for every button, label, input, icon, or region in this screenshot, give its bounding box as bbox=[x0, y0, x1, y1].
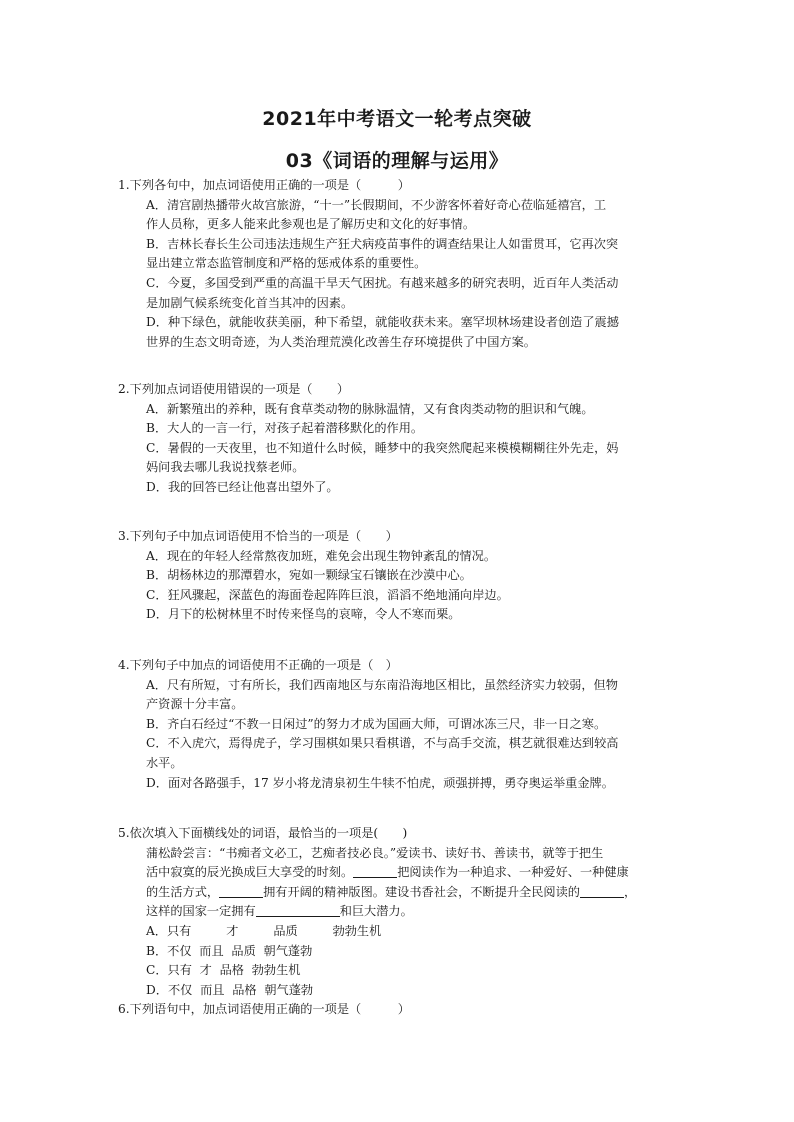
question-stem: 3.下列句子中加点词语使用不恰当的一项是（ ） bbox=[118, 529, 398, 543]
option-c: C．不入虎穴，焉得虎子，学习围棋如果只看棋谱，不与高手交流，棋艺就很难达到较高 水平。 bbox=[146, 736, 619, 770]
option-c: C．狂风骤起，深蓝色的海面卷起阵阵巨浪，滔滔不绝地涌向岸边。 bbox=[146, 587, 509, 602]
question-passage: 蒲松龄尝言：“书痴者文必工，艺痴者技必良。”爱读书、读好书、善读书，就等于把生 活中寂寞的辰光换成巨大享受的时刻。 把阅读作为一种追求、一种爱好、一种健康 的生活方式， 拥有开阔的精神版图。建设书香社会，不断提升全民阅读的 ， 这样的国家一定拥有 和巨大潜力。 bbox=[146, 845, 637, 919]
document-title: 2021年中考语文一轮考点突破 bbox=[262, 108, 532, 130]
question-1 bbox=[118, 176, 698, 352]
option-c: C．暑假的一天夜里，也不知道什么时候，睡梦中的我突然爬起来模模糊糊往外先走，妈 妈问我去哪儿我说找蔡老师。 bbox=[146, 440, 619, 475]
question-4 bbox=[118, 656, 698, 793]
fill-blank-2 bbox=[219, 883, 263, 898]
fill-blank-3 bbox=[580, 883, 624, 898]
option-d: D．种下绿色，就能收获美丽，种下希望，就能收获未来。塞罕坝林场建设者创造了震撼 世界的生态文明奇迹，为人类治理荒漠化改善生存环境提供了中国方案。 bbox=[146, 315, 619, 349]
option-d: D．月下的松树林里不时传来怪鸟的哀啼，令人不寒而栗。 bbox=[146, 607, 461, 622]
option-a: A．新繁殖出的养种，既有食草类动物的脉脉温情，又有食肉类动物的胆识和气魄。 bbox=[146, 401, 594, 416]
option-d: D．我的回答已经让他喜出望外了。 bbox=[146, 479, 339, 494]
option-c: C．只有 才 品格 勃勃生机 bbox=[146, 963, 301, 978]
question-stem: 4.下列句子中加点的词语使用不正确的一项是（ ） bbox=[118, 658, 398, 672]
option-b: B．胡杨林边的那潭碧水，宛如一颗绿宝石镶嵌在沙漠中心。 bbox=[146, 568, 472, 583]
option-d: D．面对各路强手，17 岁小将龙清泉初生牛犊不怕虎，顽强拼搏，勇夺奥运举重金牌。 bbox=[146, 775, 614, 790]
option-d: D．不仅 而且 品格 朝气蓬勃 bbox=[146, 982, 314, 997]
question-3 bbox=[118, 527, 698, 625]
option-b: B．不仅 而且 品质 朝气蓬勃 bbox=[146, 943, 313, 958]
option-c: C．今夏，多国受到严重的高温干旱天气困扰。有越来越多的研究表明，近百年人类活动 是加剧气候系统变化首当其冲的因素。 bbox=[146, 275, 619, 310]
option-b: B．齐白石经过“不教一日闲过”的努力才成为国画大师，可谓冰冻三尺，非一日之寒。 bbox=[146, 716, 607, 731]
fill-blank-1 bbox=[353, 863, 397, 878]
option-b: B．吉林长春长生公司违法违规生产狂犬病疫苗事件的调查结果让人如雷贯耳，它再次突 显出建立常态监管制度和严格的惩戒体系的重要性。 bbox=[146, 236, 619, 271]
question-stem: 1.下列各句中，加点词语使用正确的一项是（ ） bbox=[118, 178, 410, 192]
question-6-stem: 6.下列语句中，加点词语使用正确的一项是（ ） bbox=[118, 1002, 410, 1017]
option-a: A．现在的年轻人经常熬夜加班，难免会出现生物钟紊乱的情况。 bbox=[146, 548, 497, 563]
document-subtitle: 03《词语的理解与运用》 bbox=[285, 150, 509, 172]
option-a: A．只有 才 品质 勃勃生机 bbox=[146, 923, 382, 938]
question-2 bbox=[118, 380, 698, 498]
fill-blank-4 bbox=[256, 902, 340, 917]
question-stem: 5.依次填入下面横线处的词语，最恰当的一项是( ) bbox=[118, 826, 408, 840]
question-stem: 2.下列加点词语使用错误的一项是（ ） bbox=[118, 382, 350, 396]
question-5 bbox=[118, 824, 698, 1020]
option-b: B．大人的一言一行，对孩子起着潜移默化的作用。 bbox=[146, 421, 424, 436]
option-a: A．尺有所短，寸有所长，我们西南地区与东南沿海地区相比，虽然经济实力较弱，但物 产资源十分丰富。 bbox=[146, 677, 618, 712]
option-a: A．清宫剧热播带火故宫旅游，“十一”长假期间，不少游客怀着好奇心莅临延禧宫，工 作人员称，更多人能来此参观也是了解历史和文化的好事情。 bbox=[146, 197, 607, 232]
